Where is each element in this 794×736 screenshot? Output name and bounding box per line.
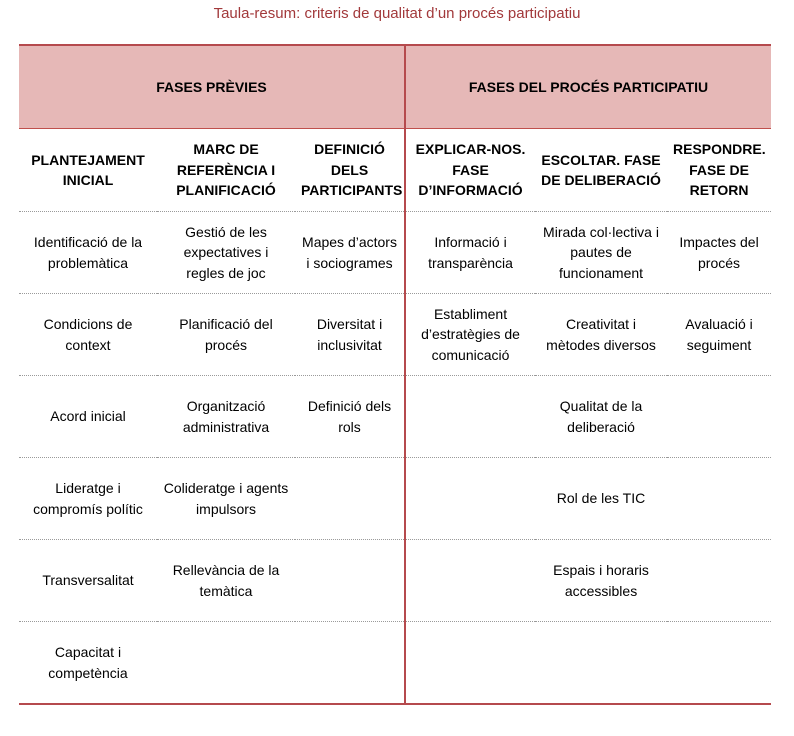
column-header-deliberacio: ESCOLTAR. FASE DE DELIBERACIÓ — [535, 129, 667, 212]
table-cell: Diversitat i inclusivitat — [295, 294, 405, 376]
column-header-row — [19, 129, 771, 212]
table-cell — [295, 458, 405, 540]
table-row — [19, 376, 771, 458]
column-header-informacio: EXPLICAR-NOS. FASE D’INFORMACIÓ — [405, 129, 535, 212]
column-header-plantejament: PLANTEJAMENT INICIAL — [19, 129, 157, 212]
table-cell: Establiment d’estratègies de comunicació — [405, 294, 535, 376]
table-cell: Rellevància de la temàtica — [157, 540, 295, 622]
table-row — [19, 622, 771, 705]
table-cell: Informació i transparència — [405, 212, 535, 294]
table-cell: Qualitat de la deliberació — [535, 376, 667, 458]
table-row — [19, 458, 771, 540]
table-cell — [405, 540, 535, 622]
table-cell — [295, 622, 405, 705]
table-cell — [535, 622, 667, 705]
phase-header-prev: FASES PRÈVIES — [19, 45, 405, 129]
table-cell: Avaluació i seguiment — [667, 294, 771, 376]
table-cell: Impactes del procés — [667, 212, 771, 294]
table-cell — [295, 540, 405, 622]
table-cell: Rol de les TIC — [535, 458, 667, 540]
table-cell: Lideratge i compromís polític — [19, 458, 157, 540]
table-cell — [667, 376, 771, 458]
phase-header-row — [19, 45, 771, 129]
table-cell: Acord inicial — [19, 376, 157, 458]
table-row — [19, 212, 771, 294]
table-cell — [405, 376, 535, 458]
table-row — [19, 294, 771, 376]
table-cell — [667, 458, 771, 540]
column-header-participants: DEFINICIÓ DELS PARTICIPANTS — [295, 129, 405, 212]
table-cell: Creativitat i mètodes diversos — [535, 294, 667, 376]
column-header-marc: MARC DE REFERÈNCIA I PLANIFICACIÓ — [157, 129, 295, 212]
table-cell: Gestió de les expectatives i regles de joc — [157, 212, 295, 294]
table-cell — [405, 622, 535, 705]
quality-criteria-table — [19, 44, 771, 705]
table-cell — [405, 458, 535, 540]
table-cell: Espais i horaris accessibles — [535, 540, 667, 622]
table-cell: Colideratge i agents impulsors — [157, 458, 295, 540]
table-cell — [667, 540, 771, 622]
table-cell: Condicions de context — [19, 294, 157, 376]
table-cell: Organització administrativa — [157, 376, 295, 458]
table-cell — [667, 622, 771, 705]
table-cell — [157, 622, 295, 705]
table-cell: Definició dels rols — [295, 376, 405, 458]
table-cell: Planificació del procés — [157, 294, 295, 376]
column-header-retorn: RESPONDRE. FASE DE RETORN — [667, 129, 771, 212]
phase-header-process: FASES DEL PROCÉS PARTICIPATIU — [405, 45, 771, 129]
table-caption: Taula-resum: criteris de qualitat d’un procés participatiu — [213, 5, 581, 22]
table-cell: Identificació de la problemàtica — [19, 212, 157, 294]
table-cell: Mapes d’actors i sociogrames — [295, 212, 405, 294]
table-cell: Capacitat i competència — [19, 622, 157, 705]
table-cell: Mirada col·lectiva i pautes de funcionament — [535, 212, 667, 294]
table-cell: Transversalitat — [19, 540, 157, 622]
table-row — [19, 540, 771, 622]
